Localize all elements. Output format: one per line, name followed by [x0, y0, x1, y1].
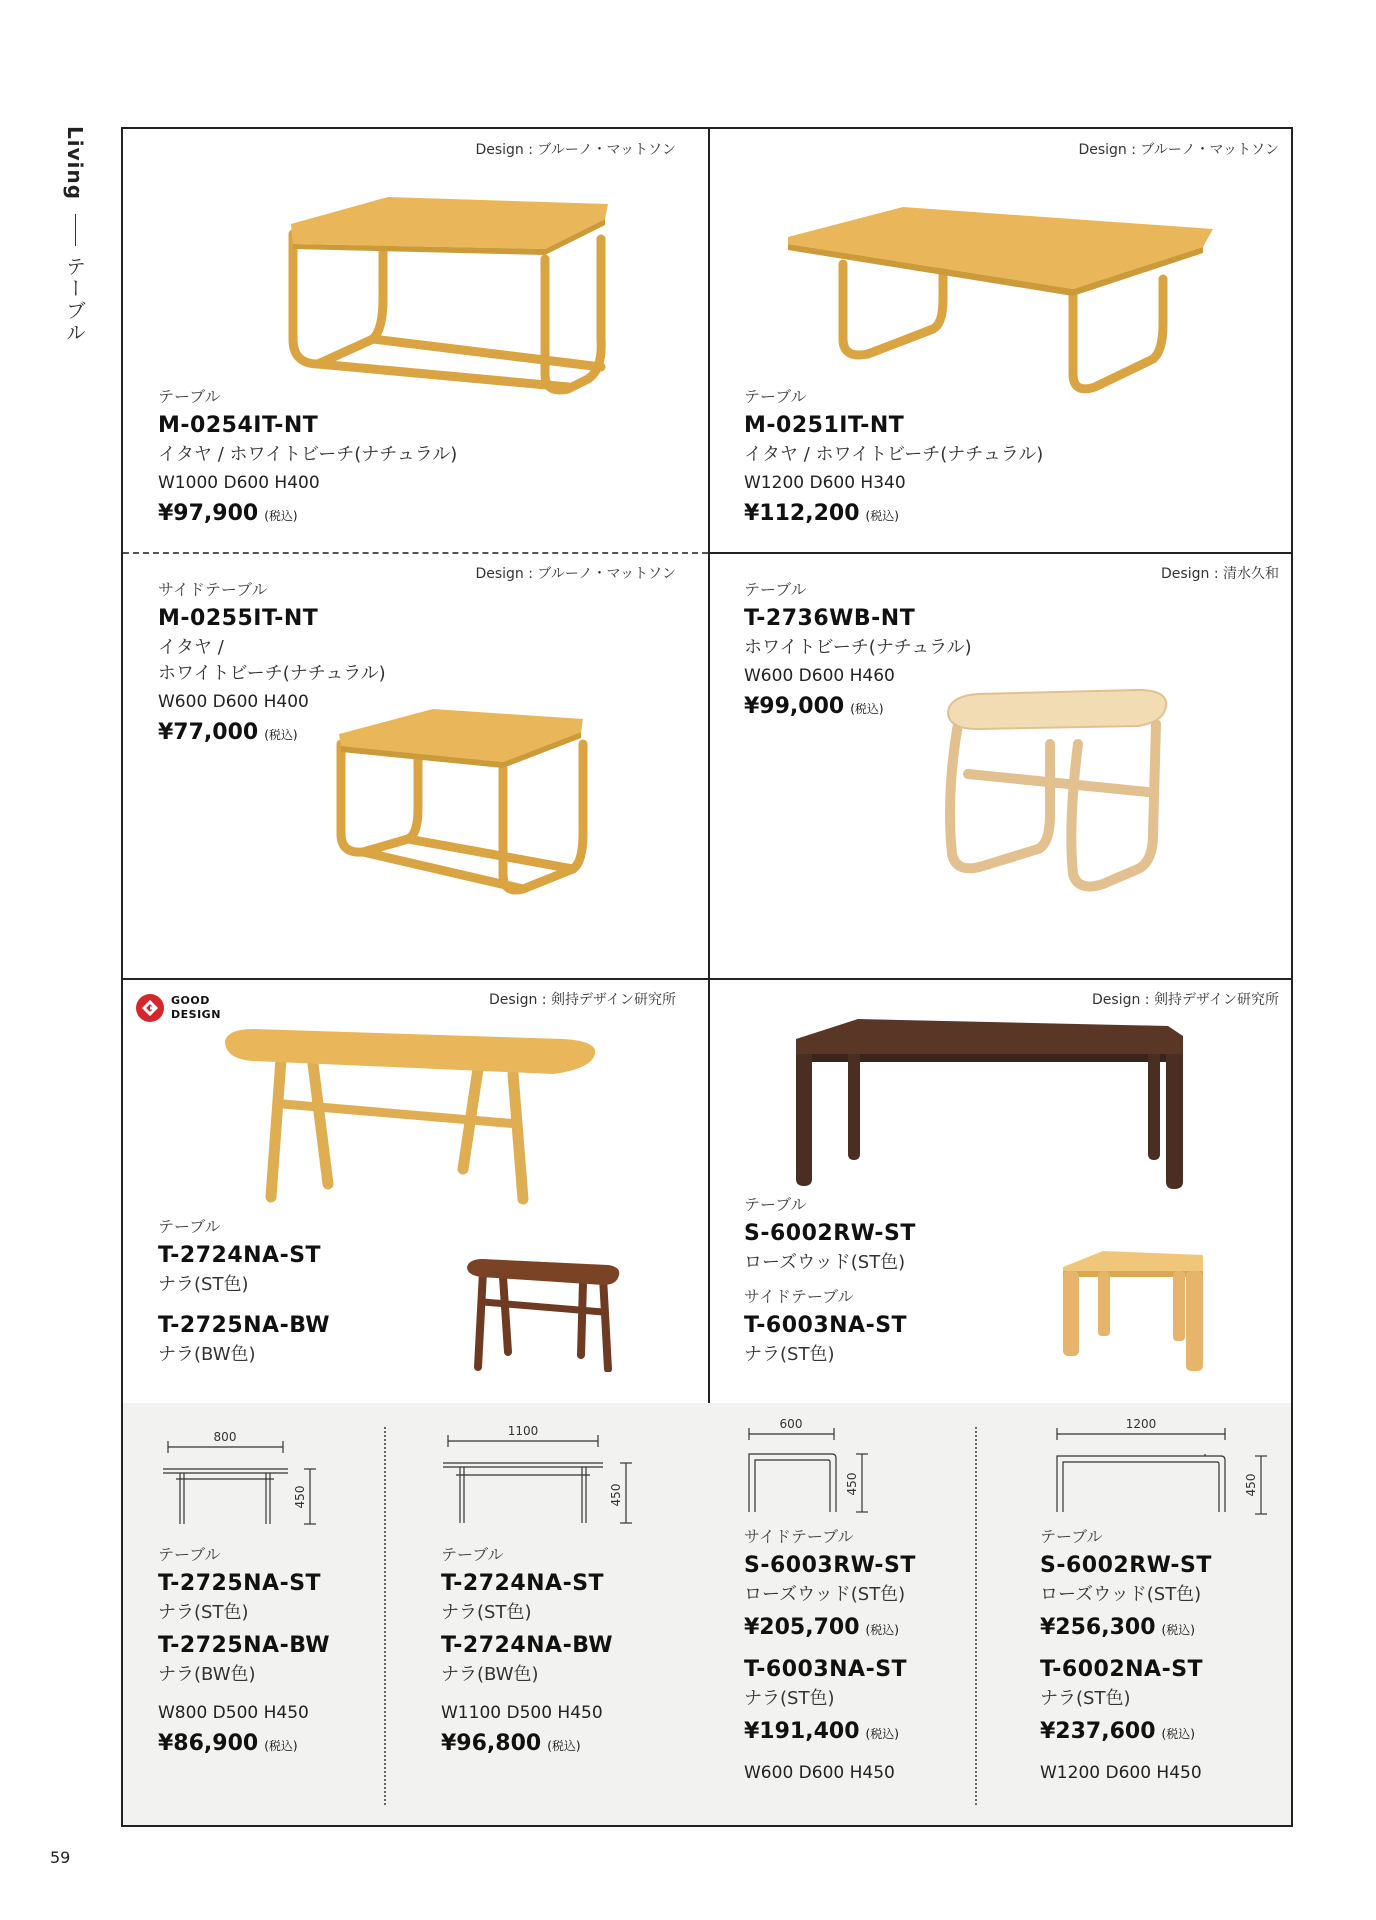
- designer-credit: Design : 剣持デザイン研究所: [1092, 992, 1279, 1008]
- designer-credit: Design : ブルーノ・マットソン: [475, 142, 676, 158]
- spec-category: サイドテーブル: [744, 1527, 854, 1546]
- badge-line: GOOD: [171, 994, 210, 1007]
- product-category: テーブル: [744, 387, 807, 406]
- product-dimensions: W1000 D600 H400: [158, 473, 320, 493]
- height-label: 450: [1244, 1473, 1258, 1497]
- section-title: Living: [63, 126, 87, 201]
- tax-note: (税込): [264, 728, 298, 742]
- width-label: 1200: [1125, 1417, 1157, 1431]
- designer-credit: Design : 清水久和: [1161, 566, 1279, 582]
- tax-note: (税込): [865, 1623, 899, 1637]
- price-value: ¥191,400: [744, 1719, 860, 1744]
- tax-note: (税込): [264, 509, 298, 523]
- price-value: ¥256,300: [1040, 1615, 1156, 1640]
- page-number: 59: [50, 1848, 71, 1867]
- spec-model: T-2724NA-BW: [441, 1633, 614, 1658]
- product-image-table-walnut: [463, 1257, 623, 1372]
- dimension-diagram: [1035, 1414, 1235, 1514]
- product-material: ホワイトビーチ(ナチュラル): [158, 663, 386, 684]
- price-value: ¥97,900: [158, 501, 259, 526]
- product-price: [744, 498, 1043, 532]
- badge-line: DESIGN: [171, 1008, 221, 1021]
- spec-price: [158, 1728, 330, 1762]
- good-design-badge: [135, 993, 221, 1023]
- width-label: 1100: [507, 1424, 539, 1438]
- tax-note: (税込): [865, 509, 899, 523]
- price-value: ¥237,600: [1040, 1719, 1156, 1744]
- product-model: T-2725NA-BW: [158, 1313, 331, 1338]
- spec-dimensions: W1100 D500 H450: [441, 1703, 603, 1723]
- price-value: ¥77,000: [158, 720, 259, 745]
- designer-credit: Design : ブルーノ・マットソン: [475, 566, 676, 582]
- product-material: ナラ(ST色): [158, 1274, 249, 1295]
- spec-material: ローズウッド(ST色): [744, 1584, 906, 1605]
- spec-category: テーブル: [158, 1545, 221, 1564]
- spec-price: [744, 1716, 916, 1750]
- product-material: ナラ(ST色): [744, 1344, 835, 1365]
- tax-note: (税込): [547, 1739, 581, 1753]
- tax-note: (税込): [1161, 1727, 1195, 1741]
- spec-model: T-2725NA-ST: [158, 1571, 322, 1596]
- divider: [123, 978, 1291, 980]
- product-model: M-0255IT-NT: [158, 606, 319, 631]
- product-material: ナラ(BW色): [158, 1344, 256, 1365]
- product-image-table-rosewood: [788, 1014, 1188, 1189]
- product-image-side-table: [938, 684, 1178, 899]
- spec-material: ナラ(ST色): [441, 1602, 532, 1623]
- product-image-side-table: [333, 704, 623, 904]
- spec-model: T-6003NA-ST: [744, 1657, 908, 1682]
- tax-note: (税込): [1161, 1623, 1195, 1637]
- product-image-table: [283, 189, 613, 399]
- good-design-logo-icon: [135, 993, 165, 1023]
- height-label: 450: [293, 1485, 307, 1509]
- price-value: ¥96,800: [441, 1731, 542, 1756]
- product-category: サイドテーブル: [158, 580, 268, 599]
- product-material: イタヤ /: [158, 637, 224, 658]
- divider: [710, 552, 1293, 554]
- tax-note: (税込): [850, 702, 884, 716]
- spec-material: ナラ(ST色): [158, 1602, 249, 1623]
- product-category: テーブル: [744, 1195, 807, 1214]
- spec-model: T-2724NA-ST: [441, 1571, 605, 1596]
- price-value: ¥112,200: [744, 501, 860, 526]
- spec-material: ナラ(ST色): [744, 1688, 835, 1709]
- spec-category: テーブル: [1040, 1527, 1103, 1546]
- product-material: イタヤ / ホワイトビーチ(ナチュラル): [744, 444, 1044, 465]
- price-value: ¥99,000: [744, 694, 845, 719]
- spec-model: T-6002NA-ST: [1040, 1657, 1204, 1682]
- spec-model: T-2725NA-BW: [158, 1633, 331, 1658]
- product-price: [158, 498, 457, 532]
- product-material: イタヤ / ホワイトビーチ(ナチュラル): [158, 444, 458, 465]
- product-material: ローズウッド(ST色): [744, 1252, 906, 1273]
- spec-price: [1040, 1716, 1212, 1750]
- spec-material: ナラ(BW色): [441, 1664, 539, 1685]
- product-category: テーブル: [158, 1217, 221, 1236]
- dimension-diagram: [158, 1429, 328, 1529]
- spec-category: テーブル: [441, 1545, 504, 1564]
- spec-dimensions: W800 D500 H450: [158, 1703, 309, 1723]
- product-image-table: [783, 199, 1223, 399]
- spec-dimensions: W1200 D600 H450: [1040, 1763, 1202, 1783]
- divider: [75, 214, 76, 246]
- product-category: テーブル: [744, 580, 807, 599]
- divider: [975, 1427, 977, 1805]
- divider: [384, 1427, 386, 1805]
- product-dimensions: W600 D600 H460: [744, 666, 895, 686]
- product-model: M-0251IT-NT: [744, 413, 905, 438]
- dimension-diagram: [744, 1414, 894, 1514]
- spec-model: S-6002RW-ST: [1040, 1553, 1212, 1578]
- product-category: テーブル: [158, 387, 221, 406]
- spec-price: [744, 1612, 916, 1646]
- designer-credit: Design : ブルーノ・マットソン: [1078, 142, 1279, 158]
- spec-dimensions: W600 D600 H450: [744, 1763, 895, 1783]
- product-image-table: [223, 1019, 603, 1209]
- width-label: 600: [779, 1417, 803, 1431]
- tax-note: (税込): [264, 1739, 298, 1753]
- product-material: ホワイトビーチ(ナチュラル): [744, 637, 972, 658]
- spec-material: ナラ(ST色): [1040, 1688, 1131, 1709]
- tax-note: (税込): [865, 1727, 899, 1741]
- width-label: 800: [213, 1430, 237, 1444]
- price-value: ¥86,900: [158, 1731, 259, 1756]
- sidebar-section-label: [62, 126, 88, 344]
- product-image-side-table-oak: [1058, 1249, 1208, 1374]
- spec-material: ナラ(BW色): [158, 1664, 256, 1685]
- price-value: ¥205,700: [744, 1615, 860, 1640]
- product-dimensions: W600 D600 H400: [158, 692, 309, 712]
- product-model: T-6003NA-ST: [744, 1313, 908, 1338]
- height-label: 450: [609, 1483, 623, 1507]
- spec-model: S-6003RW-ST: [744, 1553, 916, 1578]
- product-category: サイドテーブル: [744, 1287, 854, 1306]
- spec-material: ローズウッド(ST色): [1040, 1584, 1202, 1605]
- product-model: T-2736WB-NT: [744, 606, 916, 631]
- product-model: S-6002RW-ST: [744, 1221, 916, 1246]
- height-dimension-marker: [1243, 1454, 1273, 1516]
- product-model: T-2724NA-ST: [158, 1243, 322, 1268]
- spec-price: [1040, 1612, 1212, 1646]
- category-title: テーブル: [62, 256, 87, 345]
- designer-credit: Design : 剣持デザイン研究所: [489, 992, 676, 1008]
- product-dimensions: W1200 D600 H340: [744, 473, 906, 493]
- catalog-grid: [121, 127, 1293, 1827]
- dimension-diagram: [438, 1423, 648, 1528]
- product-model: M-0254IT-NT: [158, 413, 319, 438]
- divider: [123, 552, 708, 554]
- spec-price: [441, 1728, 613, 1762]
- height-label: 450: [845, 1472, 859, 1496]
